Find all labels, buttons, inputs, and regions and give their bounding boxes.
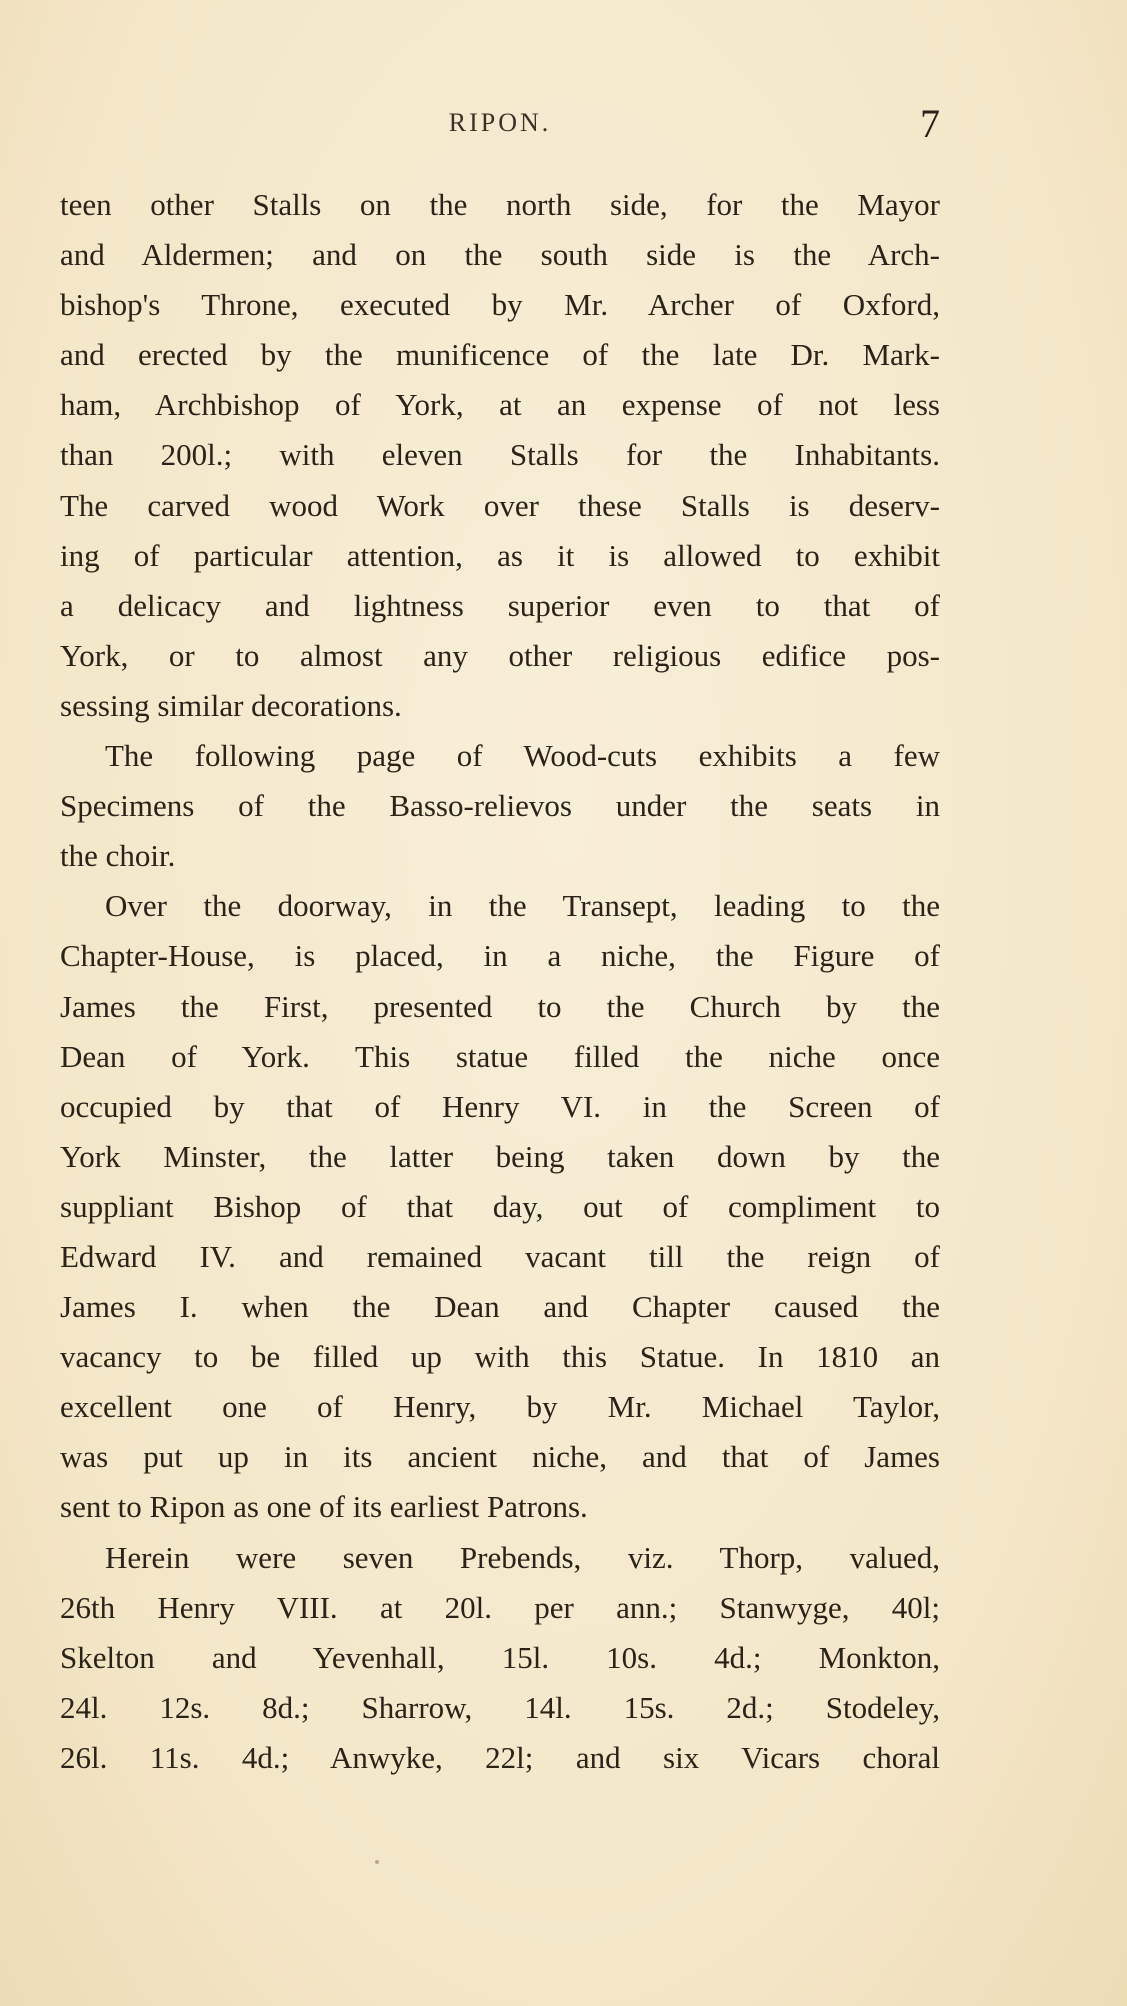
text-line: 24l. 12s. 8d.; Sharrow, 14l. 15s. 2d.; Stodeley, [60, 1689, 940, 1725]
text-line: Skelton and Yevenhall, 15l. 10s. 4d.; Monkton, [60, 1639, 940, 1675]
running-head: RIPON. [448, 108, 552, 137]
text-line: Herein were seven Prebends, viz. Thorp, valued, [105, 1539, 940, 1575]
text-line: Over the doorway, in the Transept, leading to the [105, 888, 940, 924]
text-line: 26th Henry VIII. at 20l. per ann.; Stanwyge, 40l; [60, 1589, 940, 1625]
page-number: 7 [920, 101, 940, 146]
text-line: was put up in its ancient niche, and that of James [60, 1439, 940, 1475]
text-line: Chapter-House, is placed, in a niche, the Figure of [60, 938, 940, 974]
text-line: the choir. [60, 838, 176, 874]
text-line: ing of particular attention, as it is allowed to exhibit [60, 537, 940, 573]
text-line: occupied by that of Henry VI. in the Screen of [60, 1088, 940, 1124]
text-line: and Aldermen; and on the south side is the Arch- [60, 237, 940, 273]
text-line: vacancy to be filled up with this Statue. In 1810 an [60, 1339, 940, 1375]
text-line: James I. when the Dean and Chapter caused the [60, 1289, 940, 1325]
text-line: Edward IV. and remained vacant till the reign of [60, 1238, 940, 1274]
page-header [60, 100, 940, 150]
body-text [60, 180, 940, 1783]
text-line: a delicacy and lightness superior even to that of [60, 587, 940, 623]
text-line: sent to Ripon as one of its earliest Patrons. [60, 1489, 588, 1525]
text-line: Specimens of the Basso-relievos under the seats in [60, 788, 940, 824]
text-line: 26l. 11s. 4d.; Anwyke, 22l; and six Vicars choral [60, 1739, 940, 1775]
text-line: ham, Archbishop of York, at an expense of not less [60, 387, 940, 423]
text-line: sessing similar decorations. [60, 687, 402, 723]
text-line: York Minster, the latter being taken down by the [60, 1138, 940, 1174]
text-line: Dean of York. This statue filled the niche once [60, 1038, 940, 1074]
text-line: The carved wood Work over these Stalls is deserv- [60, 487, 940, 523]
text-line: The following page of Wood-cuts exhibits a few [105, 738, 940, 774]
text-line: teen other Stalls on the north side, for the Mayor [60, 187, 940, 222]
text-line: bishop's Throne, executed by Mr. Archer of Oxford, [60, 287, 940, 323]
text-line: James the First, presented to the Church by the [60, 988, 940, 1024]
text-line: York, or to almost any other religious edifice pos- [60, 637, 940, 673]
ink-speck [375, 1860, 379, 1864]
text-line: suppliant Bishop of that day, out of compliment to [60, 1188, 940, 1224]
text-line: than 200l.; with eleven Stalls for the Inhabitants. [60, 437, 940, 473]
text-line: and erected by the munificence of the late Dr. Mark- [60, 337, 940, 373]
text-line: excellent one of Henry, by Mr. Michael Taylor, [60, 1389, 940, 1425]
